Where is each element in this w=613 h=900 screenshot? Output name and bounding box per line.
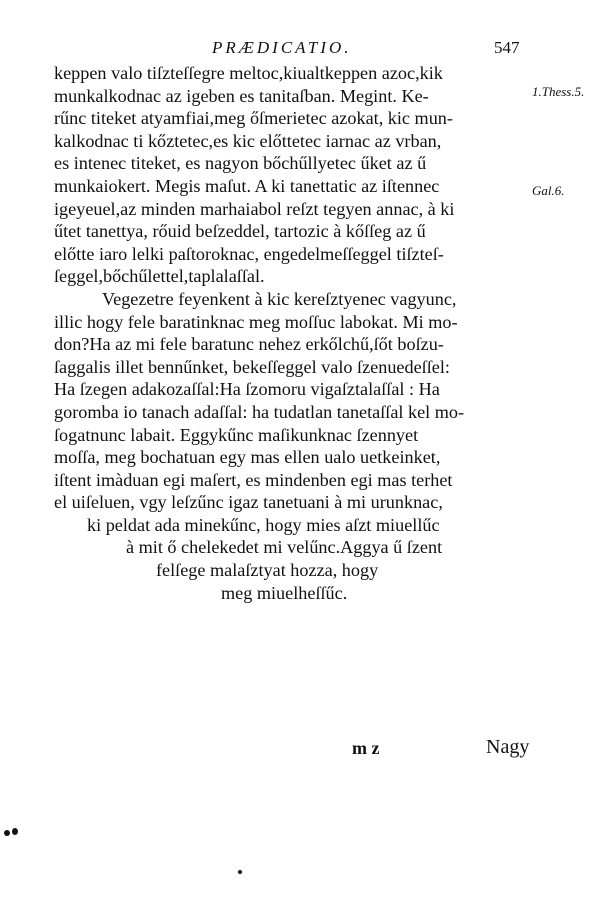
paragraph-start-line: Vegezetre feyenkent à kic kereſztyenec vagyunc,: [102, 288, 457, 309]
tapered-line: à mit ő chelekedet mi velűnc.Aggya ű ſzent: [126, 537, 443, 558]
ink-speck: [238, 870, 242, 874]
text-line: munkalkodnac az igeben es tanitaſban. Megint. Ke-: [54, 85, 429, 106]
text-line: goromba io tanach adaſſal: ha tudatlan tanetaſſal kel mo-: [54, 401, 465, 422]
text-line: es intenec titeket, es nagyon bőchűllyetec űket az ű: [54, 153, 427, 174]
text-line: igeyeuel,az minden marhaiabol reſzt tegyen annac, à ki: [54, 198, 455, 219]
running-head-title: PRÆDICATIO.: [212, 38, 352, 57]
text-line: moſſa, meg bochatuan egy mas ellen ualo uetkeinket,: [54, 447, 441, 468]
text-line: rűnc titeket atyamfiai,meg őſmerietec azokat, kic mun-: [54, 108, 453, 129]
margin-note: 1.Thess.5.: [532, 84, 585, 99]
text-line: munkaiokert. Megis maſut. A ki tanettatic az iſtennec: [54, 175, 440, 196]
ink-speck: [4, 830, 10, 836]
text-line: űtet tanettya, rőuid beſzeddel, tartozic à kőſſeg az ű: [54, 221, 426, 242]
text-line: Ha ſzegen adakozaſſal:Ha ſzomoru vigaſztalaſſal : Ha: [54, 379, 440, 400]
tapered-line: meg miuelheſſűc.: [221, 582, 348, 603]
text-line: ſeggel,bőchűlettel,taplalaſſal.: [54, 266, 265, 287]
text-line: kalkodnac ti kőztetec,es kic előttetec iarnac az vrban,: [54, 130, 442, 151]
text-line: illic hogy fele baratinknac meg moſſuc labokat. Mi mo-: [54, 311, 458, 332]
text-line: iſtent imàduan egi maſert, es mindenben egi mas terhet: [54, 469, 453, 490]
page-number: 547: [494, 38, 520, 57]
text-line: ſaggalis illet bennűnket, bekeſſeggel valo ſzenuedeſſel:: [54, 356, 450, 377]
margin-note: Gal.6.: [532, 183, 565, 198]
text-line: ſogatnunc labait. Eggykűnc maſikunknac ſzennyet: [54, 424, 419, 445]
text-line: előtte iaro lelki paſtoroknac, engedelmeſſeggel tiſzteſ-: [54, 243, 444, 264]
text-line: don?Ha az mi fele baratunc nehez erkőlchű,ſőt boſzu-: [54, 334, 444, 355]
tapered-line: felſege malaſztyat hozza, hogy: [156, 560, 379, 581]
tapered-line: ki peldat ada minekűnc, hogy mies aſzt miuellűc: [87, 514, 440, 535]
text-line: el uiſeluen, vgy leſzűnc igaz tanetuani à mi urunknac,: [54, 492, 443, 513]
catchword: Nagy: [486, 736, 530, 758]
signature-mark: m z: [352, 738, 380, 758]
body-text: [54, 62, 526, 604]
ink-speck: [12, 828, 18, 835]
text-line: keppen valo tiſzteſſegre meltoc,kiualtkeppen azoc,kik: [54, 63, 443, 83]
